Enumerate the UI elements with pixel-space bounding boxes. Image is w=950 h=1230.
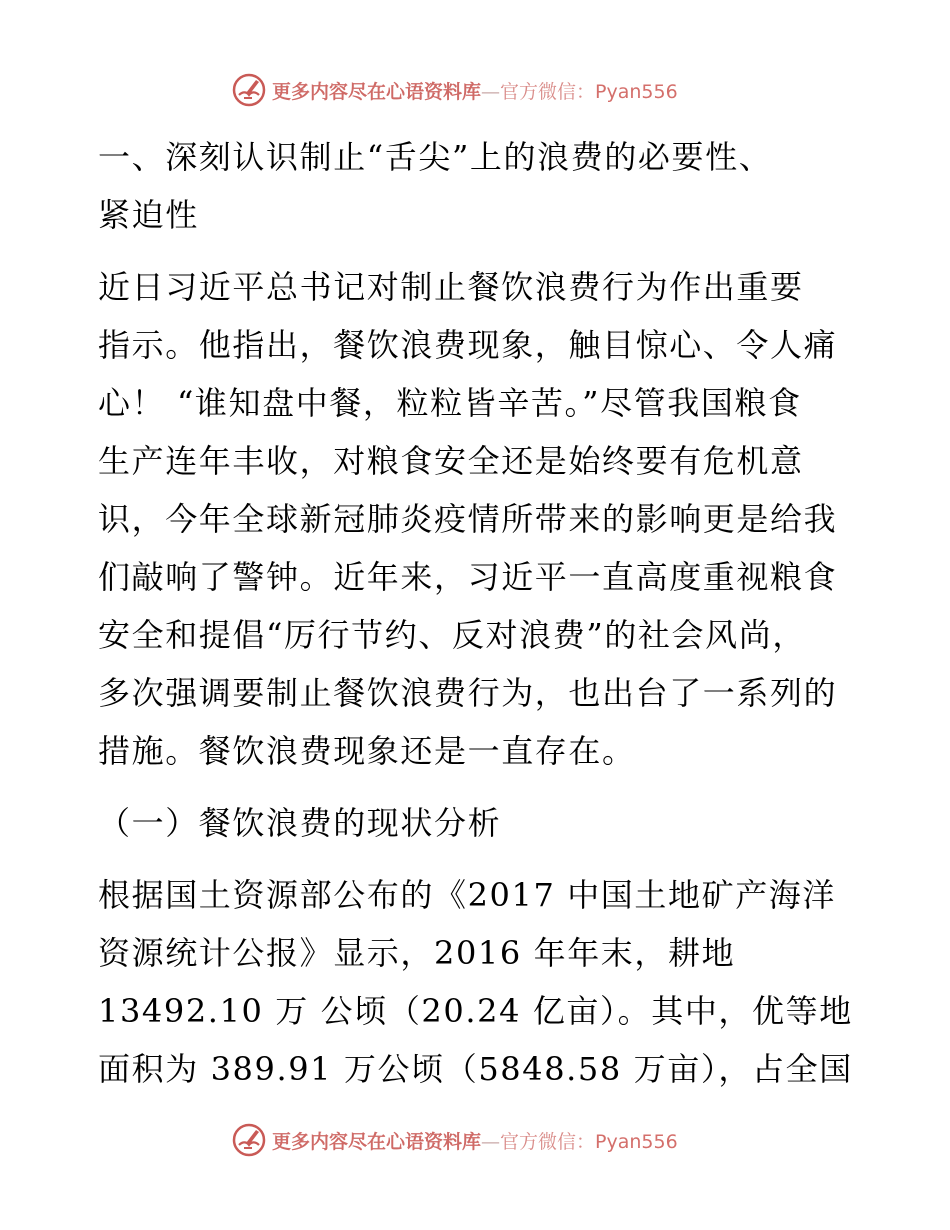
watermark-wechat-id: Pyan556 [595,1130,678,1153]
watermark-label: 官方微信： [500,1130,596,1153]
paragraph-line: 13492.10 万 公顷（20.24 亿亩）。其中，优等地 [98,992,853,1030]
paragraph-line: 安全和提倡“厉行节约、反对浪费”的社会风尚， [98,616,806,654]
section-heading [98,128,853,244]
paragraph [98,258,853,780]
watermark-footer [232,1122,712,1158]
subsection-heading [98,794,853,852]
paragraph-line: 资源统计公报》显示，2016 年年末，耕地 [98,934,736,972]
document-body [98,128,853,1098]
watermark-header [232,72,712,108]
watermark-separator: — [481,80,501,103]
book-pen-icon [232,73,266,107]
heading-line: 紧迫性 [98,196,199,234]
paragraph-line: 生产连年丰收，对粮食安全还是始终要有危机意 [98,442,804,480]
watermark-main-text: 更多内容尽在心语资料库 [272,1130,482,1153]
paragraph-line: 面积为 389.91 万公顷（5848.58 万亩），占全国 [98,1050,853,1088]
paragraph-line: 指示。他指出，餐饮浪费现象，触目惊心、令人痛 [98,326,838,364]
paragraph-line: 措施。餐饮浪费现象还是一直存在。 [98,732,636,770]
watermark-label: 官方微信： [500,80,596,103]
book-pen-icon [232,1123,266,1157]
paragraph-line: 们敲响了警钟。近年来，习近平一直高度重视粮食 [98,558,838,596]
heading-line: 一、深刻认识制止“舌尖”上的浪费的必要性、 [98,138,773,176]
watermark-text [272,77,678,104]
watermark-separator: — [481,1130,501,1153]
watermark-main-text: 更多内容尽在心语资料库 [272,80,482,103]
paragraph-line: 根据国土资源部公布的《2017 中国土地矿产海洋 [98,876,837,914]
paragraph [98,866,853,1098]
paragraph-line: 多次强调要制止餐饮浪费行为，也出台了一系列的 [98,674,838,712]
subheading-line: （一）餐饮浪费的现状分析 [98,804,502,842]
paragraph-line: 心！ “谁知盘中餐，粒粒皆辛苦。”尽管我国粮食 [98,384,802,422]
paragraph-line: 识，今年全球新冠肺炎疫情所带来的影响更是给我 [98,500,838,538]
watermark-text [272,1127,678,1154]
paragraph-line: 近日习近平总书记对制止餐饮浪费行为作出重要 [98,268,804,306]
watermark-wechat-id: Pyan556 [595,80,678,103]
